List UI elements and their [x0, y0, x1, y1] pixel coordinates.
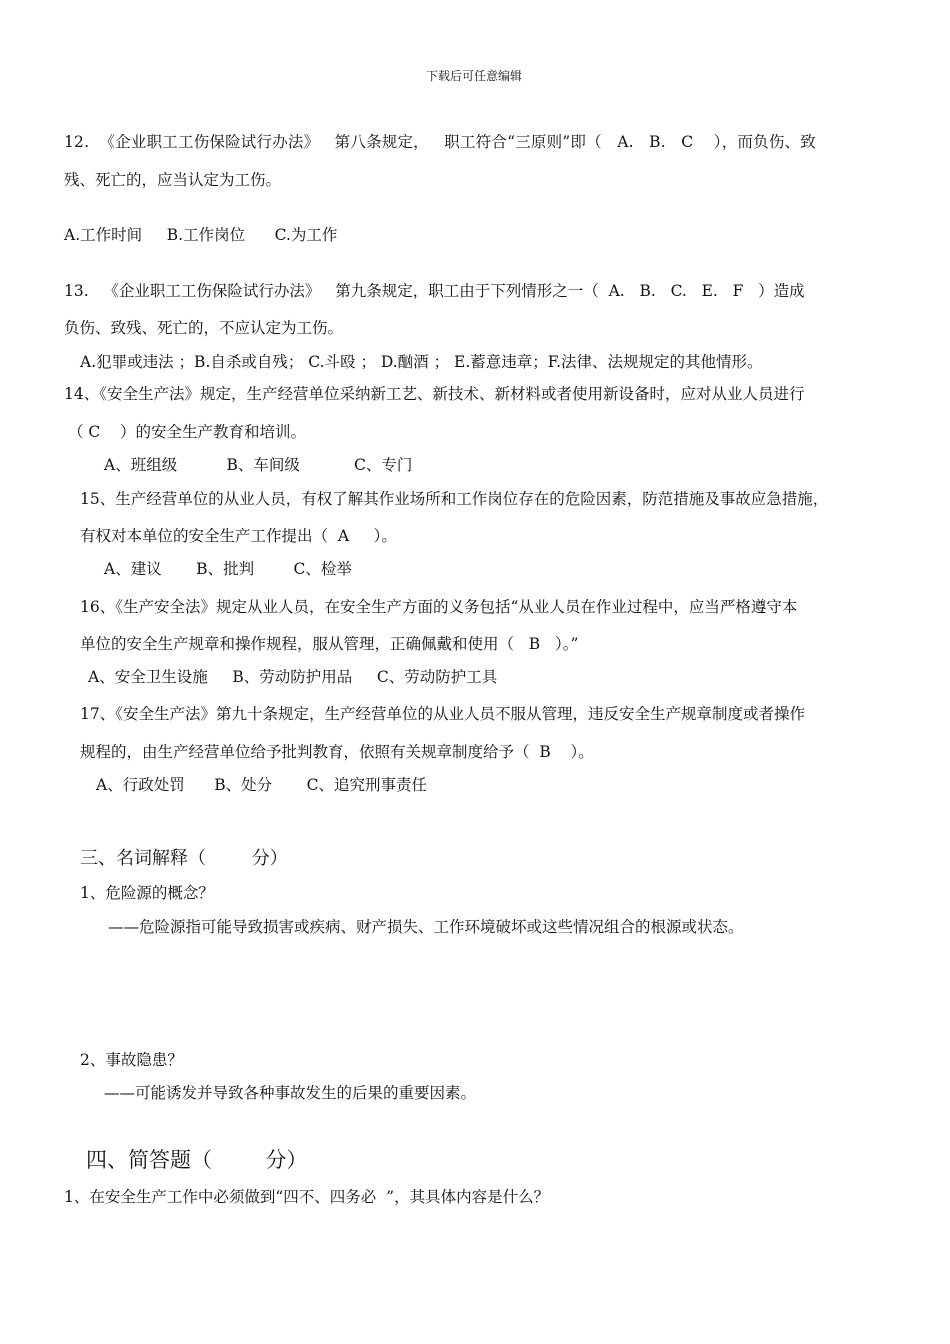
- q14-options: A、班组级 B、车间级 C、专门: [104, 456, 413, 474]
- section4-title: 四、简答题（ 分）: [86, 1148, 308, 1172]
- q15-line2: 有权对本单位的安全生产工作提出（ A ）。: [80, 527, 397, 545]
- section3-title: 三、名词解释（ 分）: [80, 848, 288, 869]
- q13-line1: 13. 《企业职工工伤保险试行办法》 第九条规定，职工由于下列情形之一（ A. B. C. E. F ）造成: [64, 282, 805, 300]
- q16-options: A、安全卫生设施 B、劳动防护用品 C、劳动防护工具: [88, 668, 498, 686]
- section3-item1-question: 1、危险源的概念？: [80, 884, 214, 902]
- q14-line2: （ C ）的安全生产教育和培训。: [68, 423, 306, 441]
- q13-options: A.犯罪或违法 ；B.自杀或自残； C.斗殴 ； D.酗酒 ； E.蓄意违章；F.法律、法规规定的其他情形。: [80, 353, 763, 371]
- section3-item2-question: 2、事故隐患？: [80, 1051, 183, 1069]
- q15-line1: 15、生产经营单位的从业人员，有权了解其作业场所和工作岗位存在的危险因素，防范措施及事故应急措施，: [80, 490, 829, 508]
- q12-line1: 12. 《企业职工工伤保险试行办法》 第八条规定， 职工符合“三原则”即（ A. B. C ），而负伤、致: [64, 133, 816, 151]
- q17-line1: 17、《安全生产法》第九十条规定，生产经营单位的从业人员不服从管理，违反安全生产规章制度或者操作: [80, 705, 805, 723]
- q17-options: A、行政处罚 B、处分 C、追究刑事责任: [96, 776, 427, 794]
- q13-line2: 负伤、致残、死亡的，不应认定为工伤。: [64, 319, 344, 337]
- q15-options: A、建议 B、批判 C、检举: [104, 560, 352, 578]
- section3-item1-answer: ——危险源指可能导致损害或疾病、财产损失、工作环境破坏或这些情况组合的根源或状态。: [108, 918, 744, 936]
- section4-item1-question: 1、在安全生产工作中必须做到“四不、四务必 ”，其具体内容是什么？: [64, 1188, 550, 1206]
- page-header: 下载后可任意编辑: [426, 69, 523, 83]
- q16-line2: 单位的安全生产规章和操作规程，服从管理，正确佩戴和使用（ B ）。”: [80, 635, 579, 653]
- section3-item2-answer: ——可能诱发并导致各种事故发生的后果的重要因素。: [104, 1084, 477, 1102]
- q17-line2: 规程的，由生产经营单位给予批判教育，依照有关规章制度给予（ B ）。: [80, 743, 594, 761]
- q12-line2: 残、死亡的，应当认定为工伤。: [64, 171, 282, 189]
- q16-line1: 16、《生产安全法》规定从业人员，在安全生产方面的义务包括“从业人员在作业过程中，应当严格遵守本: [80, 598, 798, 616]
- q14-line1: 14、《安全生产法》规定，生产经营单位采纳新工艺、新技术、新材料或者使用新设备时，应对从业人员进行: [64, 385, 805, 403]
- q12-options: A.工作时间 B.工作岗位 C.为工作: [64, 226, 338, 244]
